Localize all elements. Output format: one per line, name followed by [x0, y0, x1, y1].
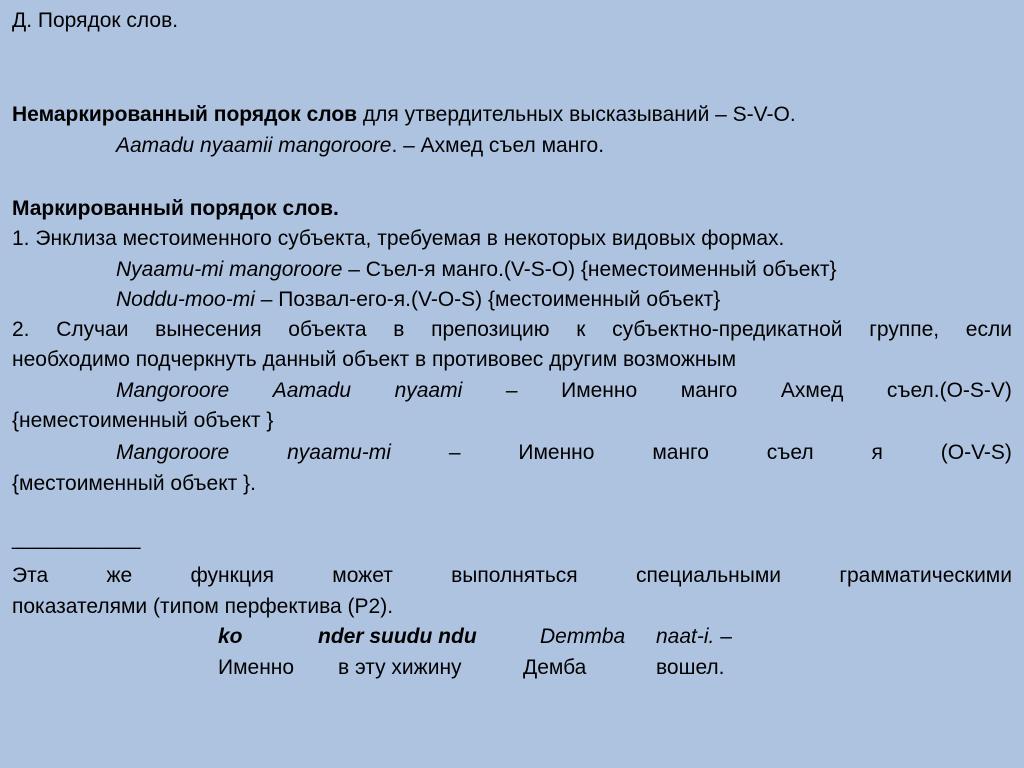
justified-word: съел.(O-S-V) — [886, 379, 1012, 402]
unmarked-order-line — [12, 102, 1012, 128]
marked-order-heading: Маркированный порядок слов. — [12, 197, 339, 220]
justified-word: Случаи — [56, 318, 129, 341]
justified-word: функция — [190, 564, 274, 587]
marked-example-4-line-1 — [116, 440, 1012, 466]
gloss-trans-word: Именно — [218, 656, 295, 679]
gloss-src-word: Demmba — [540, 625, 626, 648]
justified-word: субъектно-предикатной — [612, 318, 843, 341]
justified-word: Ахмед — [780, 379, 844, 402]
justified-word: манго — [680, 379, 738, 402]
example-1-translation: – Съел-я манго.(V-S-O) {неместоименный объект} — [342, 258, 837, 281]
justified-word: группе, — [869, 318, 940, 341]
separator-line: ___________ — [12, 527, 141, 550]
unmarked-example-translation: . – Ахмед съел манго. — [391, 134, 605, 157]
justified-word: nyaamu-mi — [287, 441, 391, 464]
slide-heading: Д. Порядок слов. — [12, 9, 179, 32]
justified-word: Aamadu — [272, 379, 352, 402]
justified-word: к — [576, 318, 586, 341]
justified-word: – — [505, 379, 518, 402]
marked-example-3-line-2: {неместоименный объект } — [12, 409, 274, 432]
gloss-trans-word: вошел. — [656, 656, 725, 679]
marked-example-2 — [116, 287, 1012, 313]
justified-word: грамматическими — [839, 564, 1012, 587]
gloss-src-word: ko — [218, 625, 243, 648]
justified-word: же — [106, 564, 133, 587]
justified-word: (O-V-S) — [940, 441, 1012, 464]
justified-word: препозицию — [431, 318, 550, 341]
justified-word: я — [871, 441, 883, 464]
justified-word: объекта — [288, 318, 367, 341]
function-note-line-2: показателями (типом перфектива (P2). — [12, 595, 394, 618]
gloss-trans-word: в эту хижину — [338, 656, 462, 679]
justified-word: может — [332, 564, 393, 587]
unmarked-order-label: Немаркированный порядок слов — [12, 103, 358, 126]
justified-word: специальными — [635, 564, 781, 587]
justified-word: вынесения — [155, 318, 262, 341]
justified-word: если — [965, 318, 1012, 341]
marked-item-2-line-1 — [12, 317, 1012, 343]
marked-example-3-line-1 — [116, 378, 1012, 404]
justified-word: в — [393, 318, 405, 341]
justified-word: Именно — [561, 379, 638, 402]
justified-word: – — [448, 441, 461, 464]
unmarked-example — [116, 133, 1012, 159]
justified-word: Mangoroore — [116, 379, 230, 402]
gloss-trans-word: Демба — [523, 656, 587, 679]
example-2-translation: – Позвал-его-я.(V-O-S) {местоименный объект} — [254, 288, 721, 311]
justified-word: выполняться — [451, 564, 578, 587]
justified-word: Mangoroore — [116, 441, 230, 464]
marked-example-4-line-2: {местоименный объект }. — [12, 472, 256, 495]
example-1-source: Nyaamu-mi mangoroore — [116, 258, 343, 281]
function-note-line-1 — [12, 563, 1012, 589]
example-2-source: Noddu-moo-mi — [116, 288, 255, 311]
justified-word: nyaami — [394, 379, 463, 402]
unmarked-example-source: Aamadu nyaamii mangoroore — [116, 134, 392, 157]
justified-word: Именно — [518, 441, 595, 464]
unmarked-order-text: для утвердительных высказываний – S-V-O. — [357, 103, 796, 126]
marked-item-2-line-2: необходимо подчеркнуть данный объект в противовес другим возможным — [12, 348, 737, 371]
justified-word: 2. — [12, 318, 30, 341]
justified-word: съел — [766, 441, 814, 464]
gloss-src-word: naat-i. – — [656, 625, 732, 648]
justified-word: Эта — [12, 564, 49, 587]
gloss-src-word: nder suudu ndu — [318, 625, 477, 648]
justified-word: манго — [652, 441, 709, 464]
marked-example-1 — [116, 257, 1012, 283]
marked-item-1: 1. Энклиза местоименного субъекта, требуемая в некоторых видовых формах. — [12, 227, 785, 250]
